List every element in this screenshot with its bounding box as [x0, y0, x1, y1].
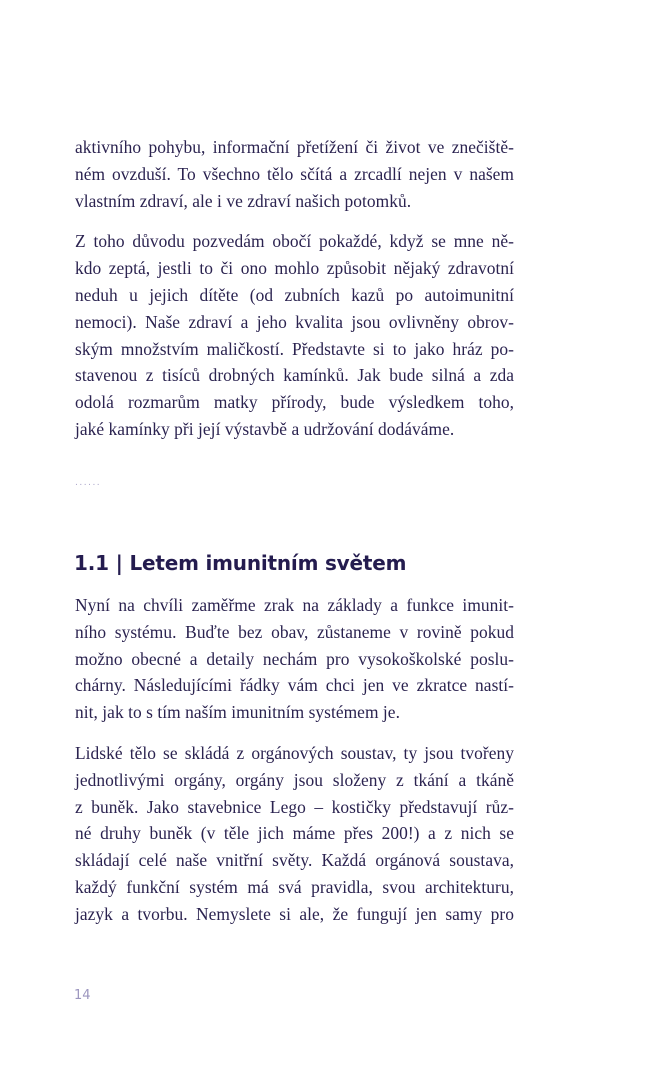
text-line: aktivního pohybu, informační přetížení či život ve znečiště-: [75, 137, 514, 157]
text-line: Nyní na chvíli zaměřme zrak na základy a funkce imunit-: [75, 595, 514, 615]
text-line: Z toho důvodu pozvedám obočí pokaždé, když se mne ně-: [75, 231, 514, 252]
text-line: né druhy buněk (v těle jich máme přes 200!) a z nich se: [75, 823, 514, 844]
page-number: 14: [74, 988, 91, 1003]
text-line: skládají celé naše vnitřní světy. Každá orgánová soustava,: [75, 850, 514, 871]
paragraph: [75, 134, 514, 214]
paragraph: [75, 740, 514, 928]
text-line: z buněk. Jako stavebnice Lego – kostičky představují růz-: [75, 796, 514, 817]
text-line: možno obecné a detaily nechám pro vysokoškolské poslu-: [75, 648, 514, 669]
text-line: nemoci). Naše zdraví a jeho kvalita jsou ovlivněny obrov-: [75, 311, 514, 332]
text-line: neduh u jejich dítěte (od zubních kazů po autoimunitní: [75, 284, 514, 305]
text-line: nit, jak to s tím naším imunitním systémem je.: [75, 702, 400, 723]
text-line: vlastním zdraví, ale i ve zdraví našich potomků.: [75, 190, 412, 211]
text-line: jazyk a tvorbu. Nemyslete si ale, že fungují jen samy pro: [75, 903, 514, 924]
text-line: jaké kamínky při její výstavbě a udržování dodáváme.: [75, 418, 455, 439]
text-line: Lidské tělo se skládá z orgánových soustav, ty jsou tvořeny: [75, 742, 514, 763]
text-line: kdo zeptá, jestli to či ono mohlo způsobit nějaký zdravotní: [75, 258, 514, 279]
text-line: ským množstvím maličkostí. Představte si to jako hráz po-: [75, 338, 514, 359]
section-separator: ......: [75, 478, 102, 488]
text-line: ního systému. Buďte bez obav, zůstaneme v rovině pokud: [75, 621, 514, 642]
paragraph: [75, 228, 514, 442]
paragraph: [75, 592, 514, 726]
section-heading: 1.1 | Letem imunitním světem: [74, 551, 407, 575]
text-line: odolá rozmarům matky přírody, bude výsledkem toho,: [75, 392, 514, 413]
text-line: ném ovzduší. To všechno tělo sčítá a zrcadlí nejen v našem: [75, 163, 514, 184]
text-line: jednotlivými orgány, orgány jsou složeny z tkání a tkáně: [75, 769, 514, 790]
section-text-block: [75, 592, 514, 928]
text-line: stavenou z tisíců drobných kamínků. Jak bude silná a zda: [75, 365, 514, 386]
text-line: chárny. Následujícími řádky vám chci jen ve zkratce nastí-: [75, 675, 514, 696]
text-line: každý funkční systém má svá pravidla, svou architekturu,: [75, 876, 514, 897]
top-text-block: [75, 134, 514, 443]
